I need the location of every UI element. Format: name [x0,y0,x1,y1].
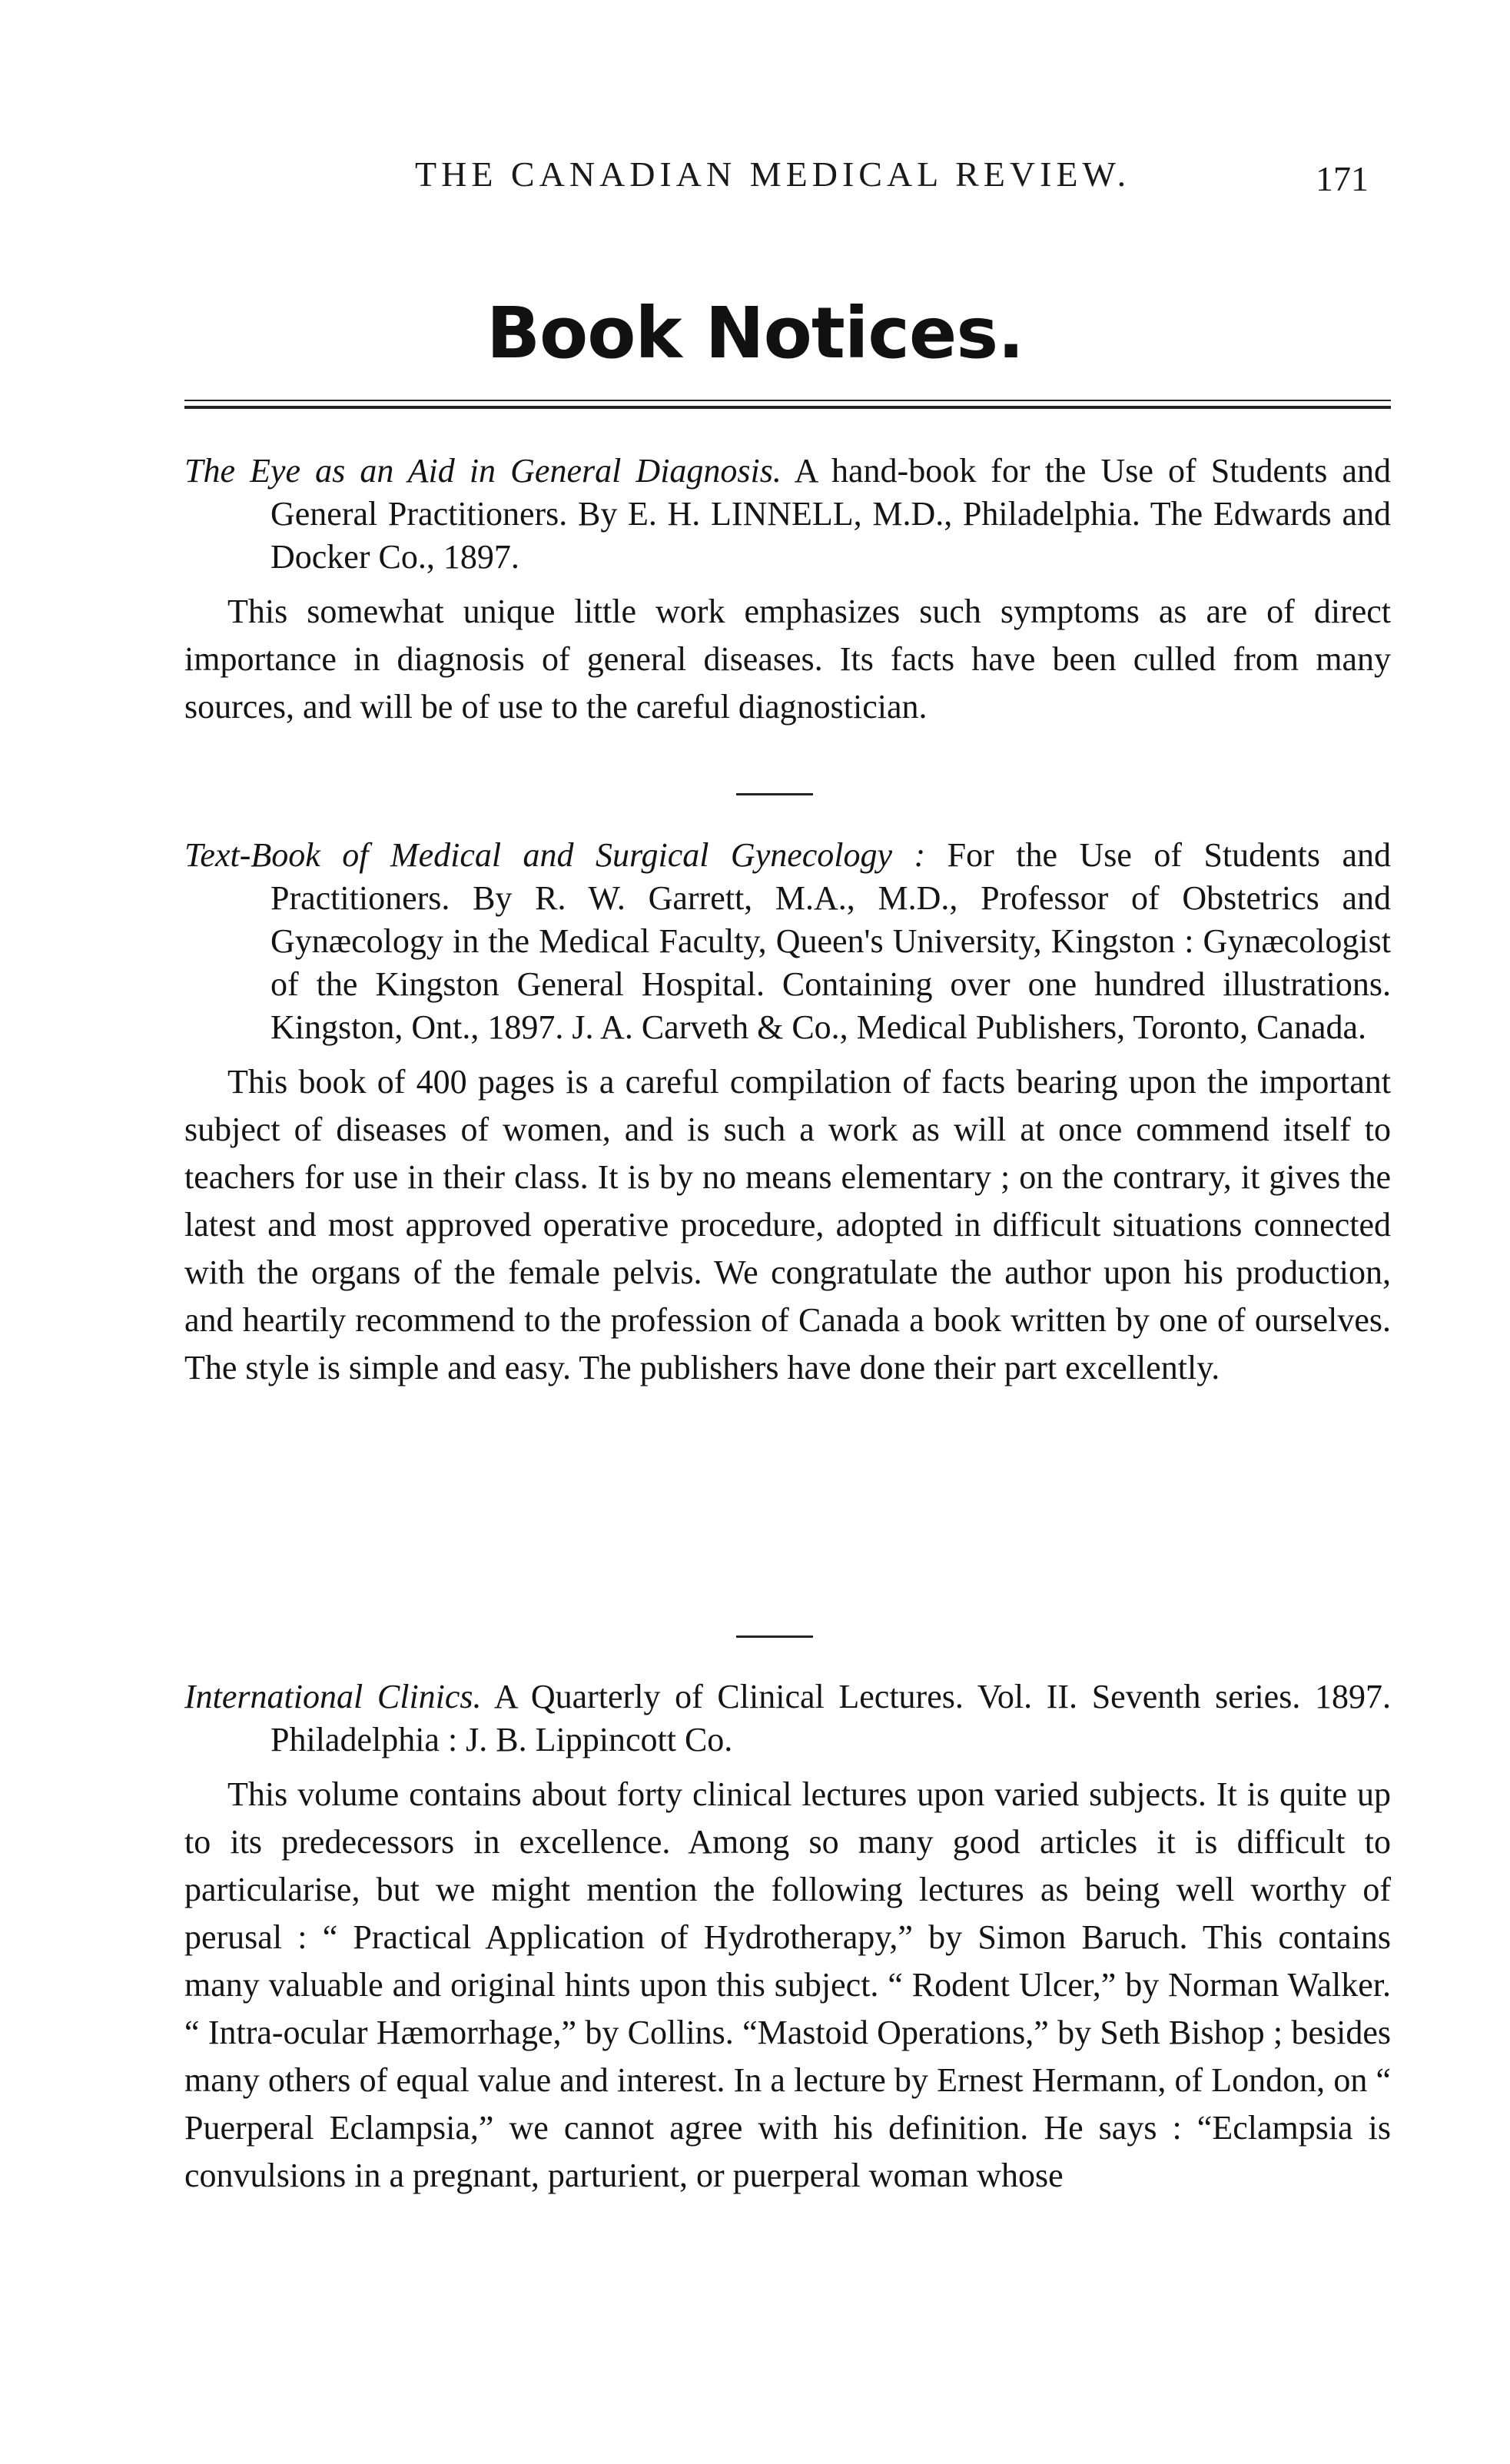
running-head-title: THE CANADIAN MEDICAL REVIEW. [415,154,1131,194]
book-notice-international-clinics [184,1675,1391,2200]
book-title: International Clinics. [184,1678,482,1715]
book-citation-details: A hand-book for the Use of Students and General Practitioners. By E. H. LINNELL, M.D., Philadelphia. The Edwards and Docker Co., 1897. [270,452,1391,576]
page-number: 171 [1316,159,1369,198]
heading-rule [184,400,1391,409]
book-citation-details: For the Use of Students and Practitioners. By R. W. Garrett, M.A., M.D., Professor of Obstetrics and Gynæcology in the Medical Faculty, Queen's University, Kingston : Gynæcologist of the Kingston General Hospital. Containing over one hundred illustrations. Kingston, Ont., 1897. J. A. Carveth & Co., Medical Publishers, Toronto, Canada. [270,836,1392,1046]
book-notice-eye-diagnosis [184,450,1391,731]
book-citation [184,834,1391,1049]
book-review-text: This book of 400 pages is a careful compilation of facts bearing upon the important subject of diseases of women, and is such a work as will at once commend itself to teachers for use in their class. It is by no means elementary ; on the contrary, it gives the latest and most approved operative procedure, adopted in difficult situations connected with the organs of the female pelvis. We congratulate the author upon his production, and heartily recommend to the profession of Canada a book written by one of ourselves. The style is simple and easy. The publishers have done their part excellently. [184,1063,1391,1386]
book-citation [184,1675,1391,1762]
book-notice-gynecology [184,834,1391,1392]
book-review-text: This somewhat unique little work emphasizes such symptoms as are of direct importance in diagnosis of general diseases. Its facts have been culled from many sources, and will be of use to the careful diagnostician. [184,593,1391,726]
book-citation-details: A Quarterly of Clinical Lectures. Vol. II. Seventh series. 1897. Philadelphia : J. B. Lippincott Co. [270,1678,1391,1758]
section-divider [736,1635,813,1638]
section-divider [736,793,813,795]
book-title: Text-Book of Medical and Surgical Gynecology : [184,836,926,874]
book-citation [184,450,1391,579]
book-review-text: This volume contains about forty clinical lectures upon varied subjects. It is quite up to its predecessors in excellence. Among so many good articles it is difficult to particularise, but we might mention the following lectures as being well worthy of perusal : “ Practical Application of Hydrotherapy,” by Simon Baruch. This contains many valuable and original hints upon this subject. “ Rodent Ulcer,” by Norman Walker. “ Intra-ocular Hæmorrhage,” by Collins. “Mastoid Operations,” by Seth Bishop ; besides many others of equal value and interest. In a lecture by Ernest Hermann, of London, on “ Puerperal Eclampsia,” we cannot agree with his definition. He says : “Eclampsia is convulsions in a pregnant, parturient, or puerperal woman whose [184,1775,1391,2194]
section-heading: Book Notices. [486,292,1024,374]
book-title: The Eye as an Aid in General Diagnosis. [184,452,782,490]
